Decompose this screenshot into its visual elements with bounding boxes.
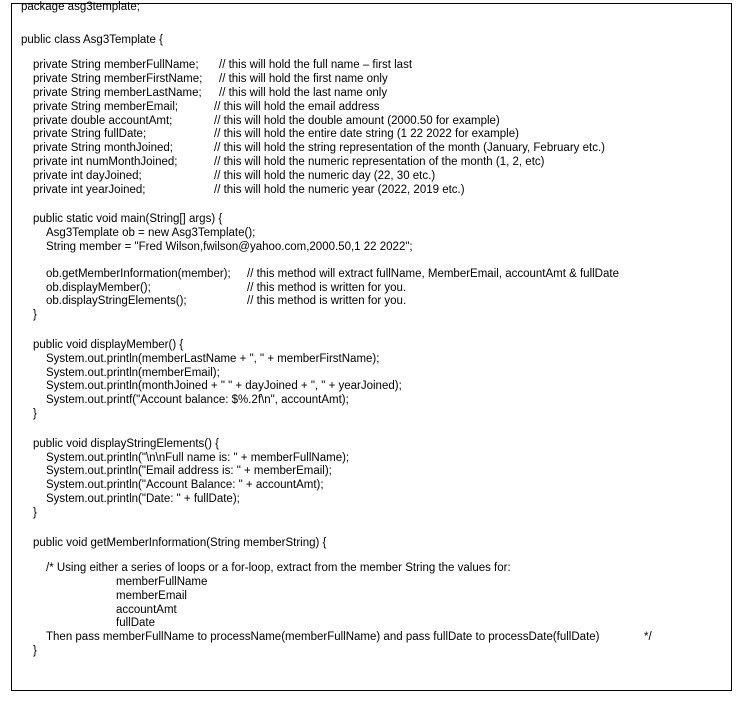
extracted-value-item	[21, 617, 731, 631]
display-string-elements-statement-text: System.out.println("Email address is: " + memberEmail);	[46, 465, 332, 478]
display-string-elements-statement-text: System.out.println("Date: " + fullDate);	[46, 492, 240, 505]
field-comment: // this will hold the entire date string (1 22 2022 for example)	[214, 128, 519, 141]
display-member-statement-text: System.out.println(memberLastName + ", " + memberFirstName);	[46, 352, 380, 365]
display-member-statement	[21, 367, 731, 381]
display-member-method	[21, 339, 731, 422]
field-decl: private String memberFullName;	[33, 59, 199, 72]
field-comment: // this will hold the numeric year (2022, 2019 etc.)	[214, 183, 465, 196]
display-member-statement-text: System.out.printf("Account balance: $%.2f\n", accountAmt);	[46, 394, 349, 407]
class-declaration-text: public class Asg3Template {	[21, 33, 163, 46]
block-comment-open	[21, 562, 731, 576]
field-comment: // this will hold the email address	[214, 100, 380, 113]
main-call	[21, 295, 731, 309]
display-member-statement-text: System.out.println(monthJoined + " " + dayJoined + ", " + yearJoined);	[46, 380, 402, 393]
field-comment: // this will hold the last name only	[219, 86, 388, 99]
display-member-statement	[21, 380, 731, 394]
field-comment: // this will hold the full name – first last	[219, 59, 413, 72]
field-line	[21, 73, 731, 87]
display-member-close-brace: }	[33, 407, 37, 420]
field-decl: private int dayJoined;	[33, 169, 142, 182]
extracted-value-text: memberFullName	[116, 576, 208, 589]
display-member-signature	[21, 339, 731, 353]
display-string-elements-close-brace: }	[33, 506, 37, 519]
main-statement	[21, 227, 731, 241]
field-comment: // this will hold the first name only	[219, 73, 388, 86]
get-member-information-signature-text: public void getMemberInformation(String memberString) {	[33, 536, 327, 549]
field-line	[21, 184, 731, 198]
extracted-value-text: memberEmail	[116, 589, 187, 602]
main-statement-text: String member = "Fred Wilson,fwilson@yahoo.com,2000.50,1 22 2022";	[46, 240, 413, 253]
field-decl: private double accountAmt;	[33, 114, 173, 127]
field-decl: private String fullDate;	[33, 128, 147, 141]
field-line	[21, 101, 731, 115]
field-line	[21, 170, 731, 184]
display-string-elements-statement-text: System.out.println("Account Balance: " + accountAmt);	[46, 479, 324, 492]
class-declaration	[21, 34, 731, 48]
main-call	[21, 282, 731, 296]
block-comment-close-text: */	[644, 631, 652, 644]
main-call-code: ob.displayStringElements();	[46, 295, 187, 308]
field-decl: private String monthJoined;	[33, 142, 173, 155]
display-string-elements-method	[21, 438, 731, 521]
display-string-elements-statement	[21, 493, 731, 507]
main-call-code: ob.getMemberInformation(member);	[46, 267, 231, 280]
display-member-statement-text: System.out.println(memberEmail);	[46, 366, 220, 379]
main-call	[21, 268, 731, 282]
display-string-elements-statement	[21, 452, 731, 466]
field-decl: private int yearJoined;	[33, 183, 146, 196]
main-call-comment: // this method is written for you.	[247, 295, 407, 308]
field-line	[21, 156, 731, 170]
display-string-elements-statement-text: System.out.println("\n\nFull name is: " + memberFullName);	[46, 451, 350, 464]
display-member-signature-text: public void displayMember() {	[33, 338, 184, 351]
get-member-information-method	[21, 537, 731, 659]
field-comment: // this will hold the numeric day (22, 30 etc.)	[214, 169, 436, 182]
field-line	[21, 142, 731, 156]
main-statement-text: Asg3Template ob = new Asg3Template();	[46, 227, 256, 240]
code-listing	[21, 0, 731, 659]
main-close	[21, 309, 731, 323]
field-decl: private int numMonthJoined;	[33, 155, 178, 168]
package-line	[21, 1, 731, 15]
get-member-information-close-brace: }	[33, 645, 37, 658]
main-signature-text: public static void main(String[] args) {	[33, 213, 223, 226]
main-close-brace: }	[33, 309, 37, 322]
display-string-elements-signature	[21, 438, 731, 452]
main-call-code: ob.displayMember();	[46, 281, 151, 294]
package-text: package asg3template;	[21, 1, 140, 13]
display-member-close	[21, 408, 731, 422]
display-member-statement	[21, 353, 731, 367]
main-call-comment: // this method will extract fullName, MemberEmail, accountAmt & fullDate	[247, 267, 619, 280]
display-string-elements-statement	[21, 479, 731, 493]
extracted-value-item	[21, 604, 731, 618]
block-comment-then	[21, 631, 731, 645]
field-line	[21, 59, 731, 73]
field-comment: // this will hold the numeric representation of the month (1, 2, etc)	[214, 155, 545, 168]
block-comment-open-text: /* Using either a series of loops or a for-loop, extract from the member String the values for:	[46, 562, 511, 575]
field-line	[21, 115, 731, 129]
field-line	[21, 87, 731, 101]
get-member-information-signature	[21, 537, 731, 551]
extracted-value-item	[21, 590, 731, 604]
display-member-statement	[21, 394, 731, 408]
block-comment-then-text: Then pass memberFullName to processName(memberFullName) and pass fullDate to processDate(fullDate)	[46, 631, 600, 644]
main-signature	[21, 213, 731, 227]
field-comment: // this will hold the double amount (2000.50 for example)	[214, 114, 500, 127]
main-statement	[21, 241, 731, 255]
display-string-elements-signature-text: public void displayStringElements() {	[33, 437, 220, 450]
field-line	[21, 128, 731, 142]
display-string-elements-close	[21, 507, 731, 521]
extracted-value-text: fullDate	[116, 617, 155, 630]
extracted-value-item	[21, 576, 731, 590]
field-decl: private String memberFirstName;	[33, 73, 203, 86]
get-member-information-close	[21, 645, 731, 659]
main-method	[21, 213, 731, 323]
main-call-comment: // this method is written for you.	[247, 281, 407, 294]
field-decl: private String memberEmail;	[33, 100, 179, 113]
field-comment: // this will hold the string representation of the month (January, February etc.)	[214, 142, 605, 155]
extracted-value-text: accountAmt	[116, 603, 177, 616]
field-declarations	[21, 59, 731, 197]
field-decl: private String memberLastName;	[33, 86, 202, 99]
display-string-elements-statement	[21, 465, 731, 479]
